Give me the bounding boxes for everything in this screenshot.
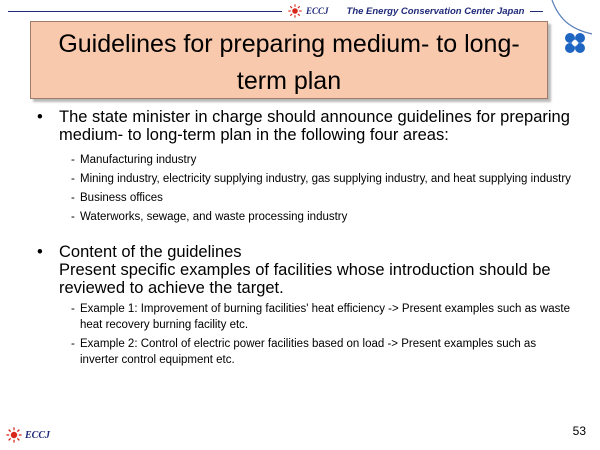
clover-mark-icon [548, 0, 596, 62]
slide-content [37, 108, 577, 371]
list-item: - Business offices [71, 192, 163, 204]
title-banner [30, 21, 548, 99]
list-item-text: Waterworks, sewage, and waste processing industry [80, 211, 348, 223]
header [282, 3, 530, 19]
header-logo-text: ECCJ [306, 6, 329, 16]
bullet-dot: • [37, 108, 43, 126]
bullet-text-continued: Present specific examples of facilities whose introduction should be reviewed to achieve the target. [59, 261, 551, 297]
bullet-item [37, 108, 577, 144]
list-item: - Example 1: Improvement of burning facilities' heat efficiency -> Present examples such as waste heat recovery burning facility etc. [71, 303, 571, 331]
eccj-logo-icon [6, 427, 22, 443]
list-item: - Example 2: Control of electric power facilities based on load -> Present examples such as inverter control equipment etc. [71, 338, 537, 366]
list-item-text: Example 1: Improvement of burning facilities' heat efficiency -> Present examples such as waste heat recovery burning facility etc. [80, 303, 571, 331]
list-item-text: Example 2: Control of electric power facilities based on load -> Present examples such as inverter control equipment etc. [80, 338, 537, 366]
sub-list [37, 301, 577, 368]
list-item: - Manufacturing industry [71, 154, 197, 166]
sub-list [37, 152, 577, 225]
bullet-text: The state minister in charge should announce guidelines for preparing medium- to long-term plan in the following four areas: [59, 108, 570, 144]
list-item-text: Manufacturing industry [80, 154, 197, 166]
bullet-text: Content of the guidelines [59, 243, 242, 261]
list-item-text: Mining industry, electricity supplying industry, gas supplying industry, and heat supplying industry [80, 173, 571, 185]
list-item-text: Business offices [80, 192, 163, 204]
list-item: - Mining industry, electricity supplying industry, gas supplying industry, and heat supplying industry [71, 173, 571, 185]
eccj-logo-icon [288, 4, 302, 18]
page-number: 53 [572, 424, 586, 438]
bullet-item [37, 243, 577, 297]
page-title: Guidelines for preparing medium- to long-term plan [58, 30, 520, 95]
footer-logo [6, 427, 50, 443]
list-item: - Waterworks, sewage, and waste processing industry [71, 211, 348, 223]
header-organization: The Energy Conservation Center Japan [346, 5, 525, 17]
footer-logo-text: ECCJ [25, 429, 51, 441]
bullet-dot: • [37, 243, 43, 261]
